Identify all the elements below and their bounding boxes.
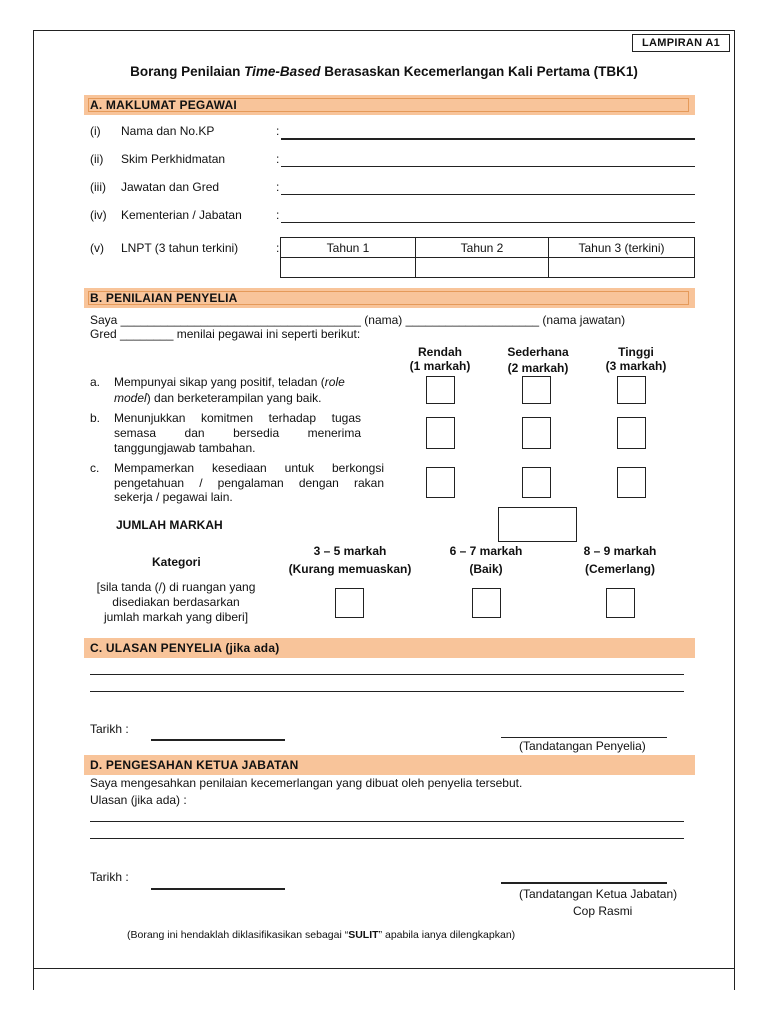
field-num: (ii) xyxy=(90,152,104,166)
kementerian-input-line[interactable] xyxy=(281,222,695,223)
criterion-b-letter: b. xyxy=(90,411,101,425)
criterion-b-rendah-checkbox[interactable] xyxy=(426,417,455,449)
lampiran-label: LAMPIRAN A1 xyxy=(632,34,730,52)
category-2-label: (Baik) xyxy=(469,562,503,576)
criterion-a-letter: a. xyxy=(90,375,101,389)
section-b-heading: B. PENILAIAN PENYELIA xyxy=(84,288,695,308)
category-2-range: 6 – 7 markah xyxy=(449,544,523,558)
section-b-intro-line1: Saya ____________________________________ (nama) ____________________ (nama jawatan) xyxy=(90,313,626,327)
field-label-kementerian: Kementerian / Jabatan xyxy=(121,208,242,222)
jumlah-markah-box[interactable] xyxy=(498,507,577,542)
nama-input-line[interactable] xyxy=(281,138,695,140)
page-border xyxy=(33,30,735,990)
criterion-b-line1: Menunjukkan komitmen terhadap tugas xyxy=(114,411,361,425)
ulasan-ketua-line-2[interactable] xyxy=(90,838,684,839)
tandatangan-penyelia-label: (Tandatangan Penyelia) xyxy=(519,739,646,753)
criterion-b-line2: semasa dan bersedia menerima xyxy=(114,426,361,440)
criterion-a-rendah-checkbox[interactable] xyxy=(426,376,455,404)
tarikh-penyelia-label: Tarikh : xyxy=(90,722,129,736)
criterion-b-line3: tanggungjawab tambahan. xyxy=(114,441,256,455)
field-num: (iv) xyxy=(90,208,107,222)
kategori-note-line3: jumlah markah yang diberi] xyxy=(103,610,249,624)
field-colon: : xyxy=(276,208,280,222)
field-label-skim: Skim Perkhidmatan xyxy=(121,152,226,166)
field-colon: : xyxy=(276,241,280,255)
lnpt-cell-tahun-1[interactable] xyxy=(281,258,416,278)
criterion-c-letter: c. xyxy=(90,461,100,475)
category-2-checkbox[interactable] xyxy=(472,588,501,618)
tarikh-ketua-line[interactable] xyxy=(151,888,285,890)
field-colon: : xyxy=(276,180,280,194)
category-3-range: 8 – 9 markah xyxy=(583,544,657,558)
jumlah-markah-label: JUMLAH MARKAH xyxy=(116,518,223,532)
criterion-c-line2: pengetahuan / pengalaman dengan rakan xyxy=(114,476,384,490)
criterion-c-sederhana-checkbox[interactable] xyxy=(522,467,551,498)
field-num: (iii) xyxy=(90,180,106,194)
field-label-nama: Nama dan No.KP xyxy=(121,124,215,138)
section-a-heading: A. MAKLUMAT PEGAWAI xyxy=(84,95,695,115)
lnpt-cell-tahun-3[interactable] xyxy=(549,258,695,278)
page-bottom-rule xyxy=(33,968,735,969)
criterion-c-line1: Mempamerkan kesediaan untuk berkongsi xyxy=(114,461,384,475)
tarikh-penyelia-line[interactable] xyxy=(151,739,285,741)
tandatangan-ketua-line[interactable] xyxy=(501,882,667,884)
footer-note: (Borang ini hendaklah diklasifikasikan sebagai “SULIT” apabila ianya dilengkapkan) xyxy=(127,929,516,941)
criterion-c-line3: sekerja / pegawai lain. xyxy=(114,490,233,504)
ulasan-ketua-line-1[interactable] xyxy=(90,821,684,822)
field-num: (i) xyxy=(90,124,101,138)
cop-rasmi-label: Cop Rasmi xyxy=(573,904,633,918)
category-1-label: (Kurang memuaskan) xyxy=(288,562,412,576)
section-b-intro-line2: Gred ________ menilai pegawai ini seperti berikut: xyxy=(90,327,361,341)
lnpt-header-tahun-3: Tahun 3 (terkini) xyxy=(549,238,695,258)
form-title: Borang Penilaian Time-Based Berasaskan Kecemerlangan Kali Pertama (TBK1) xyxy=(130,64,638,79)
lnpt-header-tahun-1: Tahun 1 xyxy=(281,238,416,258)
field-label-lnpt: LNPT (3 tahun terkini) xyxy=(121,241,239,255)
scale-rendah-mark: (1 markah) xyxy=(409,359,471,373)
ulasan-penyelia-line-2[interactable] xyxy=(90,691,684,692)
ulasan-penyelia-line-1[interactable] xyxy=(90,674,684,675)
scale-sederhana-label: Sederhana xyxy=(507,345,569,359)
ulasan-ketua-label: Ulasan (jika ada) : xyxy=(90,793,187,807)
field-colon: : xyxy=(276,152,280,166)
tandatangan-penyelia-line[interactable] xyxy=(501,737,667,738)
lnpt-header-tahun-2: Tahun 2 xyxy=(416,238,549,258)
criterion-a-tinggi-checkbox[interactable] xyxy=(617,376,646,404)
kategori-note-line1: [sila tanda (/) di ruangan yang xyxy=(96,580,256,594)
category-3-checkbox[interactable] xyxy=(606,588,635,618)
scale-tinggi-label: Tinggi xyxy=(618,345,654,359)
scale-rendah-label: Rendah xyxy=(417,345,462,359)
lnpt-cell-tahun-2[interactable] xyxy=(416,258,549,278)
field-colon: : xyxy=(276,124,280,138)
section-c-heading: C. ULASAN PENYELIA (jika ada) xyxy=(84,638,695,658)
criterion-b-tinggi-checkbox[interactable] xyxy=(617,417,646,449)
criterion-a-line2: model) dan berketerampilan yang baik. xyxy=(114,391,322,405)
field-label-jawatan: Jawatan dan Gred xyxy=(121,180,220,194)
scale-sederhana-mark: (2 markah) xyxy=(507,361,569,375)
kategori-note-line2: disediakan berdasarkan xyxy=(112,595,240,609)
criterion-a-line1: Mempunyai sikap yang positif, teladan (role xyxy=(114,375,345,389)
field-num: (v) xyxy=(90,241,104,255)
jawatan-input-line[interactable] xyxy=(281,194,695,195)
tarikh-ketua-label: Tarikh : xyxy=(90,870,129,884)
kategori-label: Kategori xyxy=(152,555,201,569)
skim-input-line[interactable] xyxy=(281,166,695,167)
section-d-heading: D. PENGESAHAN KETUA JABATAN xyxy=(84,755,695,775)
lnpt-table xyxy=(280,237,695,278)
category-3-label: (Cemerlang) xyxy=(584,562,655,576)
category-1-range: 3 – 5 markah xyxy=(313,544,387,558)
criterion-a-sederhana-checkbox[interactable] xyxy=(522,376,551,404)
pengesahan-statement: Saya mengesahkan penilaian kecemerlangan yang dibuat oleh penyelia tersebut. xyxy=(90,776,523,790)
criterion-c-rendah-checkbox[interactable] xyxy=(426,467,455,498)
criterion-b-sederhana-checkbox[interactable] xyxy=(522,417,551,449)
tandatangan-ketua-label: (Tandatangan Ketua Jabatan) xyxy=(519,887,678,901)
scale-tinggi-mark: (3 markah) xyxy=(605,359,667,373)
category-1-checkbox[interactable] xyxy=(335,588,364,618)
criterion-c-tinggi-checkbox[interactable] xyxy=(617,467,646,498)
